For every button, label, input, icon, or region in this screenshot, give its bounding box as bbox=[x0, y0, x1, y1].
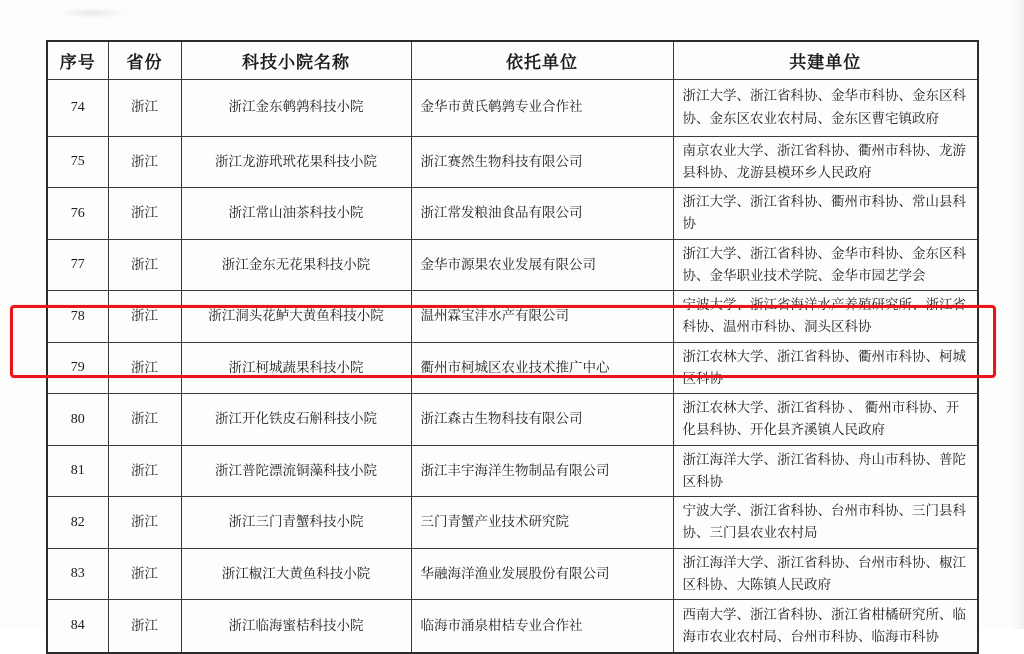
cell-partners: 浙江农林大学、浙江省科协、衢州市科协、柯城区科协 bbox=[673, 342, 978, 394]
cell-host: 浙江常发粮油食品有限公司 bbox=[411, 188, 673, 240]
cell-no: 84 bbox=[47, 600, 108, 653]
table-header bbox=[47, 41, 978, 79]
table-row bbox=[47, 79, 978, 136]
cell-province: 浙江 bbox=[108, 188, 181, 240]
cell-name: 浙江金东无花果科技小院 bbox=[181, 239, 411, 291]
header-partner-units: 共建单位 bbox=[673, 41, 978, 79]
cell-name: 浙江常山油茶科技小院 bbox=[181, 188, 411, 240]
table-row bbox=[47, 445, 978, 497]
header-row bbox=[47, 41, 978, 79]
table-row bbox=[47, 548, 978, 600]
cell-host: 浙江赛然生物科技有限公司 bbox=[411, 136, 673, 188]
cell-host: 金华市源果农业发展有限公司 bbox=[411, 239, 673, 291]
table-row bbox=[47, 497, 978, 549]
table-row bbox=[47, 136, 978, 188]
cell-no: 79 bbox=[47, 342, 108, 394]
cell-province: 浙江 bbox=[108, 79, 181, 136]
cell-province: 浙江 bbox=[108, 239, 181, 291]
cell-partners: 浙江大学、浙江省科协、金华市科协、金东区科协、金华职业技术学院、金华市园艺学会 bbox=[673, 239, 978, 291]
cell-name: 浙江普陀漂流铜藻科技小院 bbox=[181, 445, 411, 497]
cell-host: 浙江丰宇海洋生物制品有限公司 bbox=[411, 445, 673, 497]
cell-partners: 浙江大学、浙江省科协、金华市科协、金东区科协、金东区农业农村局、金东区曹宅镇政府 bbox=[673, 79, 978, 136]
cell-province: 浙江 bbox=[108, 445, 181, 497]
cell-province: 浙江 bbox=[108, 342, 181, 394]
cell-partners: 浙江大学、浙江省科协、衢州市科协、常山县科协 bbox=[673, 188, 978, 240]
cell-host: 衢州市柯城区农业技术推广中心 bbox=[411, 342, 673, 394]
cell-host: 温州霖宝沣水产有限公司 bbox=[411, 291, 673, 343]
cell-province: 浙江 bbox=[108, 497, 181, 549]
scan-edge-shadow bbox=[1012, 0, 1024, 629]
science-courtyard-table bbox=[46, 40, 979, 654]
cell-province: 浙江 bbox=[108, 136, 181, 188]
cell-no: 74 bbox=[47, 79, 108, 136]
table-row bbox=[47, 188, 978, 240]
cell-host: 临海市涌泉柑桔专业合作社 bbox=[411, 600, 673, 653]
cell-name: 浙江柯城蔬果科技小院 bbox=[181, 342, 411, 394]
cell-province: 浙江 bbox=[108, 394, 181, 446]
header-courtyard-name: 科技小院名称 bbox=[181, 41, 411, 79]
cell-partners: 西南大学、浙江省科协、浙江省柑橘研究所、临海市农业农村局、台州市科协、临海市科协 bbox=[673, 600, 978, 653]
cell-name: 浙江洞头花鲈大黄鱼科技小院 bbox=[181, 291, 411, 343]
cell-partners: 宁波大学、浙江省科协、台州市科协、三门县科协、三门县农业农村局 bbox=[673, 497, 978, 549]
cell-name: 浙江三门青蟹科技小院 bbox=[181, 497, 411, 549]
cell-no: 83 bbox=[47, 548, 108, 600]
cell-no: 81 bbox=[47, 445, 108, 497]
cell-partners: 浙江农林大学、浙江省科协 、 衢州市科协、开化县科协、开化县齐溪镇人民政府 bbox=[673, 394, 978, 446]
header-serial-number: 序号 bbox=[47, 41, 108, 79]
cell-host: 华融海洋渔业发展股份有限公司 bbox=[411, 548, 673, 600]
cell-partners: 浙江海洋大学、浙江省科协、舟山市科协、普陀区科协 bbox=[673, 445, 978, 497]
table-row bbox=[47, 600, 978, 653]
table-row bbox=[47, 394, 978, 446]
cell-partners: 宁波大学、浙江省海洋水产养殖研究所、浙江省科协、温州市科协、洞头区科协 bbox=[673, 291, 978, 343]
cell-no: 80 bbox=[47, 394, 108, 446]
header-province: 省份 bbox=[108, 41, 181, 79]
cell-no: 82 bbox=[47, 497, 108, 549]
scan-artifact bbox=[58, 8, 128, 18]
cell-name: 浙江椒江大黄鱼科技小院 bbox=[181, 548, 411, 600]
cell-partners: 南京农业大学、浙江省科协、衢州市科协、龙游县科协、龙游县模环乡人民政府 bbox=[673, 136, 978, 188]
table-row bbox=[47, 342, 978, 394]
cell-no: 76 bbox=[47, 188, 108, 240]
cell-host: 三门青蟹产业技术研究院 bbox=[411, 497, 673, 549]
table-body bbox=[47, 79, 978, 653]
cell-no: 78 bbox=[47, 291, 108, 343]
cell-province: 浙江 bbox=[108, 291, 181, 343]
header-host-unit: 依托单位 bbox=[411, 41, 673, 79]
cell-host: 浙江森古生物科技有限公司 bbox=[411, 394, 673, 446]
table-row bbox=[47, 291, 978, 343]
cell-name: 浙江金东鹌鹑科技小院 bbox=[181, 79, 411, 136]
table-row bbox=[47, 239, 978, 291]
cell-no: 77 bbox=[47, 239, 108, 291]
cell-name: 浙江临海蜜桔科技小院 bbox=[181, 600, 411, 653]
cell-no: 75 bbox=[47, 136, 108, 188]
cell-province: 浙江 bbox=[108, 600, 181, 653]
cell-province: 浙江 bbox=[108, 548, 181, 600]
cell-partners: 浙江海洋大学、浙江省科协、台州市科协、椒江区科协、大陈镇人民政府 bbox=[673, 548, 978, 600]
cell-host: 金华市黄氏鹌鹑专业合作社 bbox=[411, 79, 673, 136]
cell-name: 浙江龙游玳玳花果科技小院 bbox=[181, 136, 411, 188]
cell-name: 浙江开化铁皮石斛科技小院 bbox=[181, 394, 411, 446]
